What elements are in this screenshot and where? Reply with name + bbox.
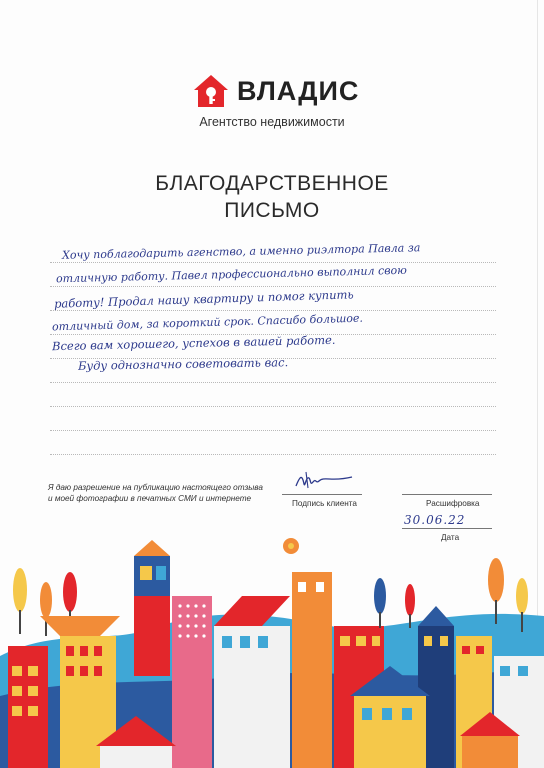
signature-label: Подпись клиента: [292, 499, 357, 508]
consent-line-1: Я даю разрешение на публикацию настоящего отзыва: [48, 483, 263, 492]
house-key-icon: [193, 74, 229, 108]
date-line: [402, 528, 492, 529]
ruled-line: [50, 454, 496, 455]
ruled-line: [50, 262, 496, 263]
client-signature-icon: [292, 468, 356, 494]
ruled-line: [50, 430, 496, 431]
decode-label: Расшифровка: [426, 499, 480, 508]
signature-line: [282, 494, 362, 495]
handwriting-line: Буду однозначно советовать вас.: [77, 355, 289, 373]
handwriting-line: работу! Продал нашу квартиру и помог купить: [53, 287, 354, 311]
ruled-line: [50, 286, 496, 287]
handwriting-line: Хочу поблагодарить агенство, а именно риэлтора Павла за: [61, 241, 421, 262]
ruled-line: [50, 310, 496, 311]
date-value: 30.06.22: [404, 513, 466, 527]
publication-consent: [48, 482, 263, 504]
handwriting-line: Всего вам хорошего, успехов в вашей работе.: [51, 332, 336, 354]
title-line-2: ПИСЬМО: [224, 199, 320, 222]
handwriting-line: отличную работу. Павел профессионально выполнил свою: [55, 263, 408, 286]
consent-line-2: и моей фотографии в печатных СМИ и интернете: [48, 494, 252, 503]
city-illustration: [0, 536, 544, 768]
brand-subtitle: Агентство недвижимости: [199, 115, 345, 129]
decode-line: [402, 494, 492, 495]
brand-name: ВЛАДИС: [237, 76, 360, 106]
brand-logo: [193, 74, 373, 108]
ruled-line: [50, 406, 496, 407]
date-label: Дата: [441, 533, 460, 542]
title-line-1: БЛАГОДАРСТВЕННОЕ: [155, 172, 389, 195]
handwriting-line: отличный дом, за короткий срок. Спасибо большое.: [51, 311, 364, 334]
ruled-line: [50, 382, 496, 383]
document-title: [0, 170, 544, 224]
